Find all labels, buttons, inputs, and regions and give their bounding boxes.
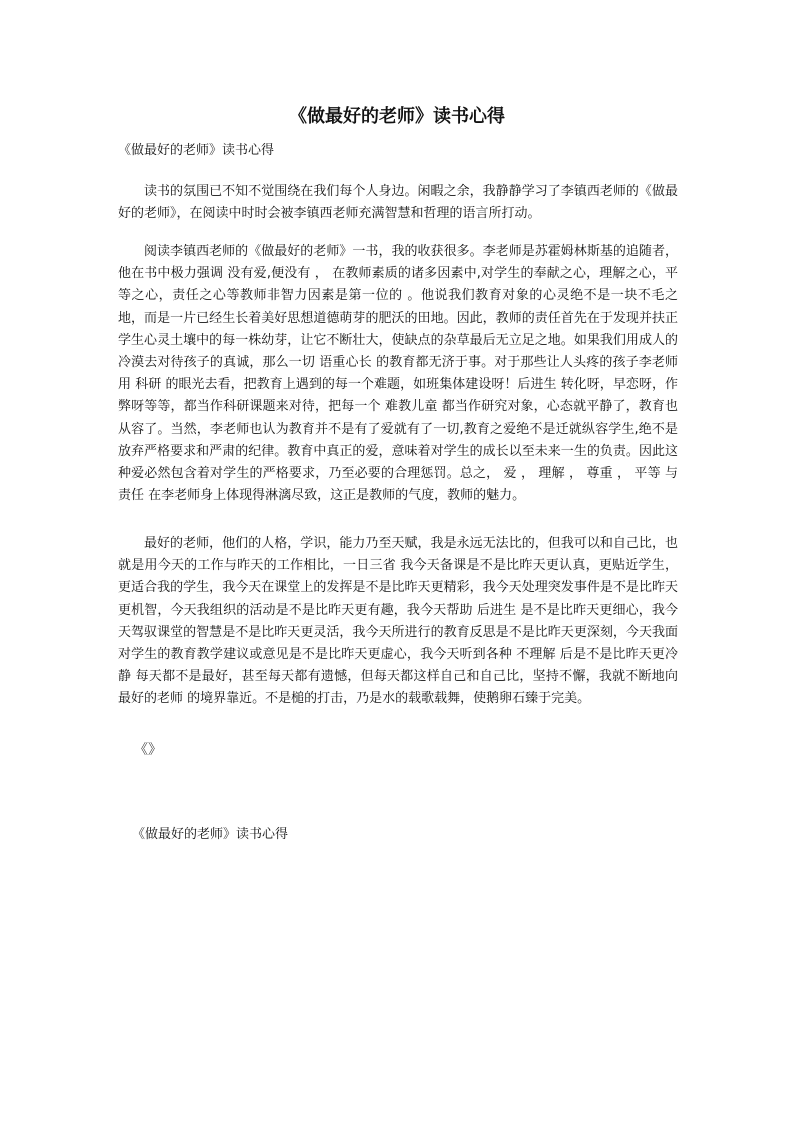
book-title-marks: 《》: [134, 742, 162, 758]
document-title: 《做最好的老师》读书心得: [289, 106, 505, 127]
footer-title: 《做最好的老师》读书心得: [132, 827, 289, 842]
paragraph-3: 最好的老师，他们的人格，学识，能力乃至天赋，我是永远无法比的，但我可以和自己比，也就是用今天的工作与昨天的工作相比，一日三省 我今天备课是不是比昨天更认真，更贴近学生，更适合我的学生，我今天在课堂上的发挥是不是比昨天更精彩，我今天处理突发事件是不是比昨天更机智，今天我组织的活动是不是比昨天更有趣，我今天帮助 后进生 是不是比昨天更细心，我今天驾驭课堂的智慧是不是比昨天更灵活，我今天所进行的教育反思是不是比昨天更深刻，今天我面对学生的教育教学建议或意见是不是比昨天更虚心，我今天听到各种 不理解 后是不是比昨天更冷静 每天都不是最好，甚至每天都有遗憾，但每天都这样自己和自己比，坚持不懈，我就不断地向 最好的老师 的境界靠近。不是槌的打击，乃是水的载歌载舞，使鹅卵石臻于完美。: [118, 536, 678, 707]
paragraph-1: 读书的氛围已不知不觉围绕在我们每个人身边。闲暇之余，我静静学习了李镇西老师的《做最好的老师》，在阅读中时时会被李镇西老师充满智慧和哲理的语言所打动。: [118, 184, 678, 222]
paragraph-2: 阅读李镇西老师的《做最好的老师》一书，我的收获很多。李老师是苏霍姆林斯基的追随者，他在书中极力强调 没有爱,便没有 ， 在教师素质的诸多因素中,对学生的奉献之心，理解之心，平等之心，责任之心等教师非智力因素是第一位的 。他说我们教育对象的心灵绝不是一块不毛之地，而是一片已经生长着美好思想道德萌芽的肥沃的田地。因此，教师的责任首先在于发现并扶正学生心灵土壤中的每一株幼芽，让它不断壮大，使缺点的杂草最后无立足之地。如果我们用成人的冷漠去对待孩子的真诚，那么一切 语重心长 的教育都无济于事。对于那些让人头疼的孩子李老师用 科研 的眼光去看，把教育上遇到的每一个难题，如班集体建设呀！后进生 转化呀，早恋呀，作弊呀等等，都当作科研课题来对待，把每一个 难教儿童 都当作研究对象，心态就平静了，教育也从容了。当然，李老师也认为教育并不是有了爱就有了一切,教育之爱绝不是迁就纵容学生,绝不是放弃严格要求和严肃的纪律。教育中真正的爱，意味着对学生的成长以至未来一生的负责。因此这种爱必然包含着对学生的严格要求，乃至必要的合理惩罚。总之， 爱 ， 理解 ， 尊重 ， 平等 与 责任 在李老师身上体现得淋漓尽致，这正是教师的气度，教师的魅力。: [118, 244, 678, 504]
document-subtitle: 《做最好的老师》读书心得: [118, 143, 275, 158]
